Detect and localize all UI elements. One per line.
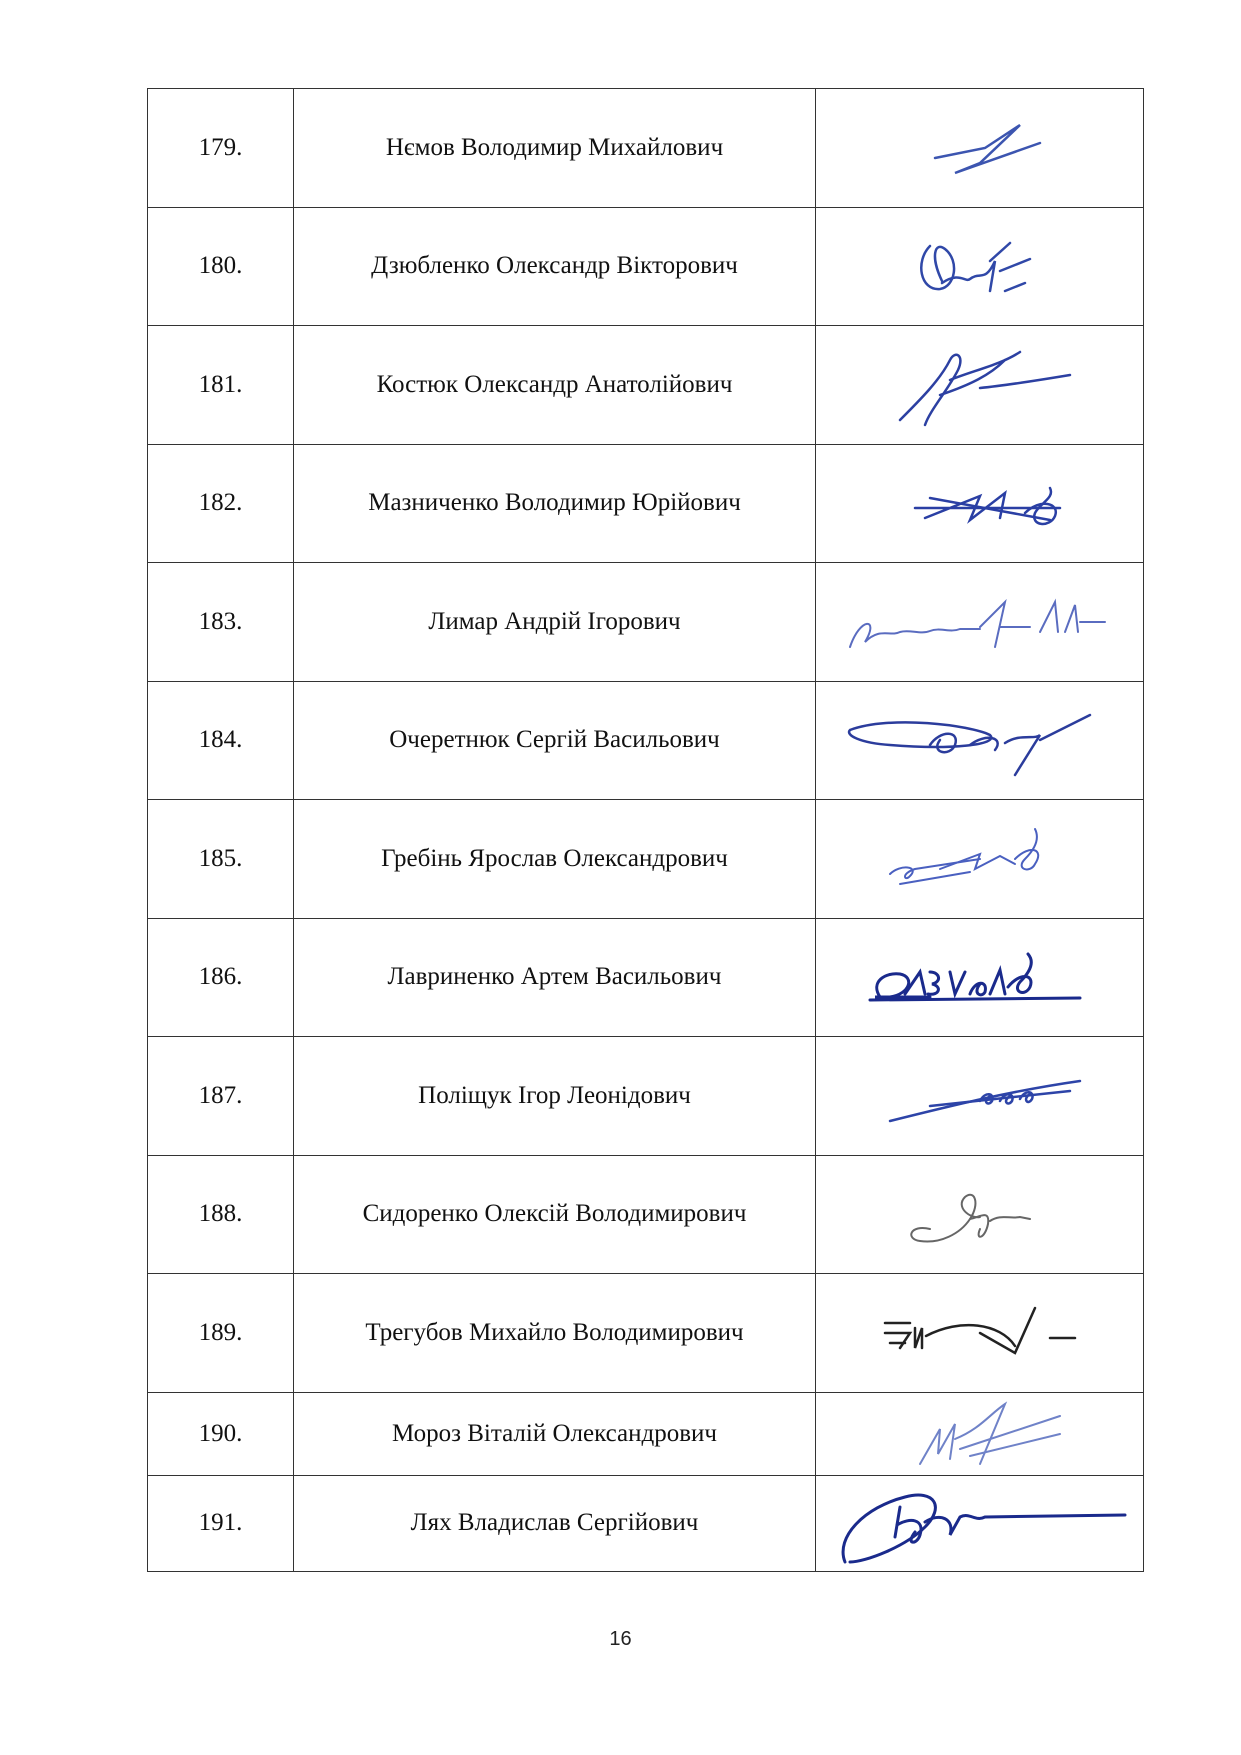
- row-number: 189.: [148, 1274, 294, 1393]
- signature: [816, 444, 1144, 563]
- signature: [816, 800, 1144, 919]
- person-name: Мороз Віталій Олександрович: [294, 1392, 816, 1475]
- row-number: 190.: [148, 1392, 294, 1475]
- page-number: 16: [609, 1628, 632, 1650]
- signature: [816, 1475, 1144, 1571]
- signature: [816, 1037, 1144, 1156]
- table-row: [148, 681, 1144, 800]
- signature: [816, 918, 1144, 1037]
- row-number: 181.: [148, 326, 294, 445]
- row-number: 185.: [148, 800, 294, 919]
- signature: [816, 326, 1144, 445]
- table-row: [148, 1155, 1144, 1274]
- signature: [816, 89, 1144, 208]
- signature-table: [147, 88, 1144, 1572]
- row-number: 183.: [148, 563, 294, 682]
- row-number: 184.: [148, 681, 294, 800]
- table-row: [148, 563, 1144, 682]
- row-number: 180.: [148, 207, 294, 326]
- table-row: [148, 800, 1144, 919]
- person-name: Лавриненко Артем Васильович: [294, 918, 816, 1037]
- person-name: Гребінь Ярослав Олександрович: [294, 800, 816, 919]
- table-row: [148, 918, 1144, 1037]
- person-name: Трегубов Михайло Володимирович: [294, 1274, 816, 1393]
- signature: [816, 1155, 1144, 1274]
- row-number: 187.: [148, 1037, 294, 1156]
- person-name: Нємов Володимир Михайлович: [294, 89, 816, 208]
- signature: [816, 1274, 1144, 1393]
- table-row: [148, 326, 1144, 445]
- signature: [816, 1392, 1144, 1475]
- table-row: [148, 1392, 1144, 1475]
- person-name: Костюк Олександр Анатолійович: [294, 326, 816, 445]
- signature: [816, 563, 1144, 682]
- row-number: 179.: [148, 89, 294, 208]
- table-row: [148, 1274, 1144, 1393]
- signature: [816, 681, 1144, 800]
- table-row: [148, 89, 1144, 208]
- person-name: Очеретнюк Сергій Васильович: [294, 681, 816, 800]
- table-row: [148, 1037, 1144, 1156]
- signature: [816, 207, 1144, 326]
- table-row: [148, 444, 1144, 563]
- person-name: Дзюбленко Олександр Вікторович: [294, 207, 816, 326]
- table-row: [148, 207, 1144, 326]
- table-row: [148, 1475, 1144, 1571]
- person-name: Мазниченко Володимир Юрійович: [294, 444, 816, 563]
- row-number: 186.: [148, 918, 294, 1037]
- person-name: Лимар Андрій Ігорович: [294, 563, 816, 682]
- person-name: Поліщук Ігор Леонідович: [294, 1037, 816, 1156]
- row-number: 188.: [148, 1155, 294, 1274]
- row-number: 182.: [148, 444, 294, 563]
- person-name: Лях Владислав Сергійович: [294, 1475, 816, 1571]
- person-name: Сидоренко Олексій Володимирович: [294, 1155, 816, 1274]
- row-number: 191.: [148, 1475, 294, 1571]
